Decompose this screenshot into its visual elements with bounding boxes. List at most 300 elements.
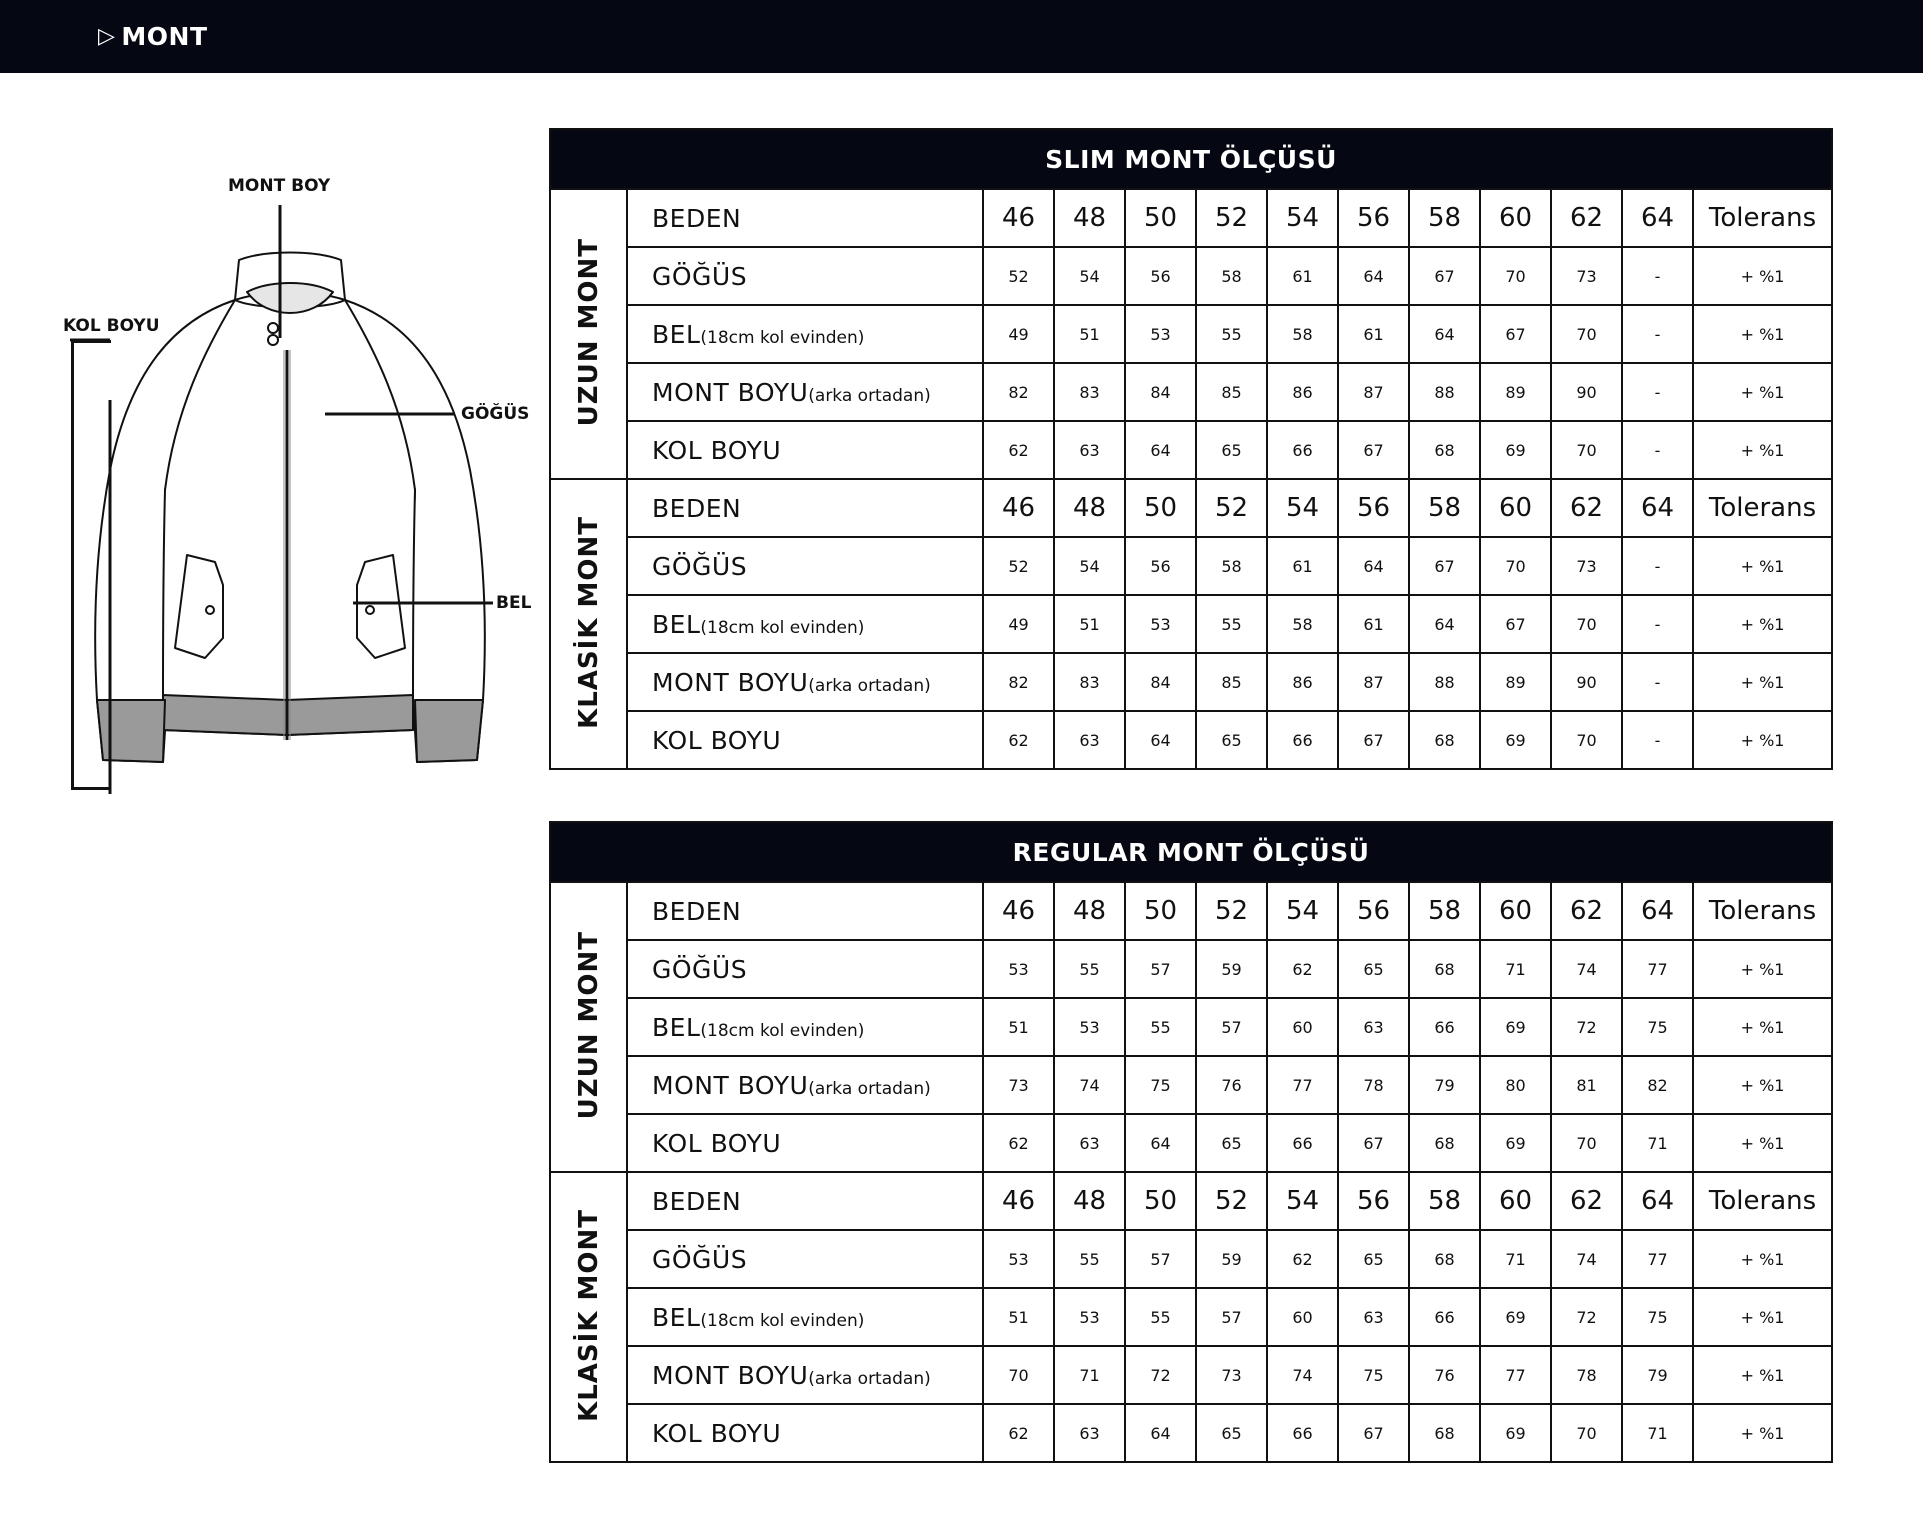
value-cell: 68 xyxy=(1409,1230,1480,1288)
size-cell: 52 xyxy=(1196,882,1267,940)
size-cell: 62 xyxy=(1551,189,1622,247)
size-cell: 50 xyxy=(1125,1172,1196,1230)
beden-label: BEDEN xyxy=(627,1172,983,1230)
value-cell: 69 xyxy=(1480,1288,1551,1346)
value-cell: 64 xyxy=(1409,595,1480,653)
value-cell: 60 xyxy=(1267,998,1338,1056)
measurement-label-cell xyxy=(627,1056,983,1114)
value-cell: 85 xyxy=(1196,363,1267,421)
value-cell: 57 xyxy=(1196,998,1267,1056)
value-cell: 63 xyxy=(1338,1288,1409,1346)
size-cell: 48 xyxy=(1054,479,1125,537)
value-cell: - xyxy=(1622,711,1693,769)
measurement-note: (arka ortadan) xyxy=(808,385,931,406)
triangle-right-icon: ▷ xyxy=(98,24,116,49)
measurement-note: (18cm kol evinden) xyxy=(700,1020,865,1041)
group-label: UZUN MONT xyxy=(573,930,604,1120)
tolerance-cell: + %1 xyxy=(1693,1288,1832,1346)
value-cell: 59 xyxy=(1196,940,1267,998)
tolerance-cell: + %1 xyxy=(1693,1056,1832,1114)
kol-boyu-bracket xyxy=(71,340,111,790)
label-mont-boy: MONT BOY xyxy=(228,176,331,196)
value-cell: 52 xyxy=(983,537,1054,595)
value-cell: 88 xyxy=(1409,363,1480,421)
group-label-cell xyxy=(550,882,627,1172)
beden-label: BEDEN xyxy=(627,479,983,537)
page-title: MONT xyxy=(121,22,208,51)
value-cell: 53 xyxy=(1125,595,1196,653)
size-cell: 62 xyxy=(1551,882,1622,940)
measurement-label: KOL BOYU xyxy=(652,435,782,465)
value-cell: 67 xyxy=(1480,305,1551,363)
group-label-cell xyxy=(550,189,627,479)
tolerance-cell: + %1 xyxy=(1693,1404,1832,1462)
measurement-label: GÖĞÜS xyxy=(652,954,748,984)
beden-label: BEDEN xyxy=(627,882,983,940)
group-label: KLASİK MONT xyxy=(573,515,604,729)
value-cell: 62 xyxy=(1267,1230,1338,1288)
tolerance-cell: + %1 xyxy=(1693,247,1832,305)
size-cell: 64 xyxy=(1622,882,1693,940)
value-cell: 62 xyxy=(983,421,1054,479)
tolerance-header: Tolerans xyxy=(1693,479,1832,537)
value-cell: 51 xyxy=(1054,595,1125,653)
measurement-label-cell xyxy=(627,305,983,363)
measurement-label-cell xyxy=(627,363,983,421)
value-cell: 51 xyxy=(983,998,1054,1056)
value-cell: - xyxy=(1622,653,1693,711)
value-cell: 67 xyxy=(1480,595,1551,653)
value-cell: 88 xyxy=(1409,653,1480,711)
value-cell: 87 xyxy=(1338,363,1409,421)
value-cell: 71 xyxy=(1622,1404,1693,1462)
value-cell: 49 xyxy=(983,595,1054,653)
value-cell: 63 xyxy=(1054,711,1125,769)
size-header-row xyxy=(550,479,1832,537)
measurement-row xyxy=(550,363,1832,421)
value-cell: 87 xyxy=(1338,653,1409,711)
value-cell: 52 xyxy=(983,247,1054,305)
value-cell: 83 xyxy=(1054,363,1125,421)
value-cell: 65 xyxy=(1196,1114,1267,1172)
measurement-label-cell xyxy=(627,1346,983,1404)
measurement-row xyxy=(550,1230,1832,1288)
value-cell: 53 xyxy=(1054,998,1125,1056)
value-cell: 76 xyxy=(1196,1056,1267,1114)
value-cell: 54 xyxy=(1054,537,1125,595)
measurement-row xyxy=(550,537,1832,595)
value-cell: 71 xyxy=(1480,1230,1551,1288)
measurement-label-cell xyxy=(627,595,983,653)
label-kol-boyu: KOL BOYU xyxy=(63,316,160,336)
size-header-row xyxy=(550,1172,1832,1230)
size-cell: 54 xyxy=(1267,479,1338,537)
measurement-label-cell xyxy=(627,1230,983,1288)
size-cell: 56 xyxy=(1338,882,1409,940)
value-cell: - xyxy=(1622,537,1693,595)
measurement-row xyxy=(550,421,1832,479)
size-cell: 62 xyxy=(1551,1172,1622,1230)
measurement-label: BEL xyxy=(652,319,701,349)
measurement-label-cell xyxy=(627,940,983,998)
value-cell: - xyxy=(1622,421,1693,479)
measurement-row xyxy=(550,305,1832,363)
value-cell: 64 xyxy=(1409,305,1480,363)
value-cell: 85 xyxy=(1196,653,1267,711)
jacket-illustration xyxy=(55,170,545,810)
measurement-label-cell xyxy=(627,537,983,595)
value-cell: 75 xyxy=(1338,1346,1409,1404)
size-cell: 52 xyxy=(1196,1172,1267,1230)
value-cell: 55 xyxy=(1054,1230,1125,1288)
value-cell: 65 xyxy=(1338,1230,1409,1288)
value-cell: 65 xyxy=(1196,711,1267,769)
value-cell: 64 xyxy=(1338,537,1409,595)
group-label-cell xyxy=(550,479,627,769)
size-cell: 48 xyxy=(1054,882,1125,940)
value-cell: - xyxy=(1622,305,1693,363)
size-cell: 56 xyxy=(1338,189,1409,247)
value-cell: 64 xyxy=(1125,1404,1196,1462)
value-cell: 84 xyxy=(1125,653,1196,711)
tolerance-cell: + %1 xyxy=(1693,421,1832,479)
value-cell: 64 xyxy=(1125,421,1196,479)
value-cell: 89 xyxy=(1480,363,1551,421)
value-cell: 63 xyxy=(1338,998,1409,1056)
measurement-row xyxy=(550,998,1832,1056)
size-cell: 54 xyxy=(1267,882,1338,940)
value-cell: 70 xyxy=(1480,537,1551,595)
regular-table-title: REGULAR MONT ÖLÇÜSÜ xyxy=(550,822,1832,882)
measurement-label: GÖĞÜS xyxy=(652,261,748,291)
value-cell: 75 xyxy=(1125,1056,1196,1114)
value-cell: 61 xyxy=(1267,247,1338,305)
measurement-row xyxy=(550,940,1832,998)
size-cell: 60 xyxy=(1480,479,1551,537)
value-cell: 63 xyxy=(1054,1404,1125,1462)
measurement-label-cell xyxy=(627,1288,983,1346)
value-cell: 82 xyxy=(983,653,1054,711)
value-cell: 60 xyxy=(1267,1288,1338,1346)
measurement-label: MONT BOYU xyxy=(652,667,809,697)
measurement-label-cell xyxy=(627,653,983,711)
value-cell: 77 xyxy=(1267,1056,1338,1114)
measurement-note: (18cm kol evinden) xyxy=(700,617,865,638)
measurement-row xyxy=(550,247,1832,305)
size-cell: 54 xyxy=(1267,1172,1338,1230)
value-cell: 57 xyxy=(1196,1288,1267,1346)
value-cell: 66 xyxy=(1267,421,1338,479)
measurement-row xyxy=(550,1288,1832,1346)
value-cell: 61 xyxy=(1338,305,1409,363)
value-cell: 67 xyxy=(1338,1114,1409,1172)
value-cell: 67 xyxy=(1338,711,1409,769)
tolerance-header: Tolerans xyxy=(1693,189,1832,247)
measurement-label-cell xyxy=(627,711,983,769)
measurement-label: BEL xyxy=(652,1012,701,1042)
value-cell: 54 xyxy=(1054,247,1125,305)
value-cell: 57 xyxy=(1125,1230,1196,1288)
size-cell: 48 xyxy=(1054,189,1125,247)
value-cell: 55 xyxy=(1196,595,1267,653)
value-cell: 61 xyxy=(1338,595,1409,653)
value-cell: 55 xyxy=(1054,940,1125,998)
size-cell: 54 xyxy=(1267,189,1338,247)
label-gogus: GÖĞÜS xyxy=(461,404,530,424)
value-cell: 70 xyxy=(1551,305,1622,363)
value-cell: 53 xyxy=(1054,1288,1125,1346)
tolerance-cell: + %1 xyxy=(1693,653,1832,711)
value-cell: 89 xyxy=(1480,653,1551,711)
value-cell: 70 xyxy=(1551,1114,1622,1172)
value-cell: 74 xyxy=(1054,1056,1125,1114)
measurement-label: MONT BOYU xyxy=(652,377,809,407)
value-cell: 66 xyxy=(1267,1114,1338,1172)
value-cell: 59 xyxy=(1196,1230,1267,1288)
size-cell: 46 xyxy=(983,189,1054,247)
value-cell: 82 xyxy=(1622,1056,1693,1114)
top-bar xyxy=(0,0,1923,73)
size-cell: 56 xyxy=(1338,1172,1409,1230)
tolerance-cell: + %1 xyxy=(1693,1230,1832,1288)
value-cell: 70 xyxy=(983,1346,1054,1404)
measurement-row xyxy=(550,1114,1832,1172)
measurement-note: (arka ortadan) xyxy=(808,675,931,696)
value-cell: 77 xyxy=(1622,940,1693,998)
size-cell: 46 xyxy=(983,1172,1054,1230)
value-cell: 55 xyxy=(1196,305,1267,363)
value-cell: - xyxy=(1622,363,1693,421)
value-cell: 67 xyxy=(1338,1404,1409,1462)
measurement-note: (18cm kol evinden) xyxy=(700,327,865,348)
measurement-row xyxy=(550,1346,1832,1404)
value-cell: 56 xyxy=(1125,537,1196,595)
measurement-label: BEL xyxy=(652,1302,701,1332)
value-cell: 58 xyxy=(1267,595,1338,653)
measurement-label-cell xyxy=(627,1114,983,1172)
value-cell: 73 xyxy=(983,1056,1054,1114)
tolerance-cell: + %1 xyxy=(1693,998,1832,1056)
measurement-note: (18cm kol evinden) xyxy=(700,1310,865,1331)
group-label-cell xyxy=(550,1172,627,1462)
value-cell: 70 xyxy=(1551,421,1622,479)
tolerance-cell: + %1 xyxy=(1693,537,1832,595)
value-cell: 53 xyxy=(1125,305,1196,363)
jacket-drawing xyxy=(55,170,545,810)
size-cell: 64 xyxy=(1622,1172,1693,1230)
value-cell: 68 xyxy=(1409,940,1480,998)
measurement-label: KOL BOYU xyxy=(652,1418,782,1448)
value-cell: - xyxy=(1622,595,1693,653)
value-cell: 67 xyxy=(1409,537,1480,595)
value-cell: 65 xyxy=(1338,940,1409,998)
size-cell: 64 xyxy=(1622,479,1693,537)
value-cell: 56 xyxy=(1125,247,1196,305)
size-header-row xyxy=(550,882,1832,940)
breadcrumb xyxy=(98,22,208,51)
value-cell: 49 xyxy=(983,305,1054,363)
value-cell: 66 xyxy=(1409,998,1480,1056)
size-cell: 52 xyxy=(1196,189,1267,247)
value-cell: 90 xyxy=(1551,363,1622,421)
value-cell: 53 xyxy=(983,940,1054,998)
value-cell: 68 xyxy=(1409,711,1480,769)
size-cell: 60 xyxy=(1480,1172,1551,1230)
tolerance-cell: + %1 xyxy=(1693,305,1832,363)
size-cell: 58 xyxy=(1409,1172,1480,1230)
value-cell: 58 xyxy=(1196,537,1267,595)
value-cell: 53 xyxy=(983,1230,1054,1288)
value-cell: 79 xyxy=(1622,1346,1693,1404)
measurement-label-cell xyxy=(627,1404,983,1462)
tolerance-cell: + %1 xyxy=(1693,711,1832,769)
size-cell: 64 xyxy=(1622,189,1693,247)
value-cell: 68 xyxy=(1409,421,1480,479)
value-cell: 66 xyxy=(1409,1288,1480,1346)
value-cell: 64 xyxy=(1338,247,1409,305)
tolerance-header: Tolerans xyxy=(1693,1172,1832,1230)
value-cell: 61 xyxy=(1267,537,1338,595)
value-cell: 70 xyxy=(1551,595,1622,653)
value-cell: 76 xyxy=(1409,1346,1480,1404)
value-cell: 86 xyxy=(1267,653,1338,711)
value-cell: 77 xyxy=(1480,1346,1551,1404)
measurement-label: MONT BOYU xyxy=(652,1070,809,1100)
measurement-row xyxy=(550,1056,1832,1114)
measurement-label: GÖĞÜS xyxy=(652,551,748,581)
measurement-row xyxy=(550,711,1832,769)
value-cell: 67 xyxy=(1338,421,1409,479)
size-cell: 50 xyxy=(1125,882,1196,940)
tolerance-cell: + %1 xyxy=(1693,940,1832,998)
measurement-label: KOL BOYU xyxy=(652,1128,782,1158)
value-cell: 69 xyxy=(1480,711,1551,769)
value-cell: 74 xyxy=(1551,1230,1622,1288)
value-cell: 62 xyxy=(983,1114,1054,1172)
value-cell: 75 xyxy=(1622,1288,1693,1346)
value-cell: 72 xyxy=(1551,1288,1622,1346)
size-cell: 62 xyxy=(1551,479,1622,537)
value-cell: 64 xyxy=(1125,1114,1196,1172)
size-cell: 58 xyxy=(1409,479,1480,537)
value-cell: 55 xyxy=(1125,998,1196,1056)
tolerance-cell: + %1 xyxy=(1693,595,1832,653)
size-cell: 48 xyxy=(1054,1172,1125,1230)
measurement-label-cell xyxy=(627,247,983,305)
value-cell: 79 xyxy=(1409,1056,1480,1114)
measurement-label-cell xyxy=(627,421,983,479)
value-cell: 68 xyxy=(1409,1404,1480,1462)
value-cell: 67 xyxy=(1409,247,1480,305)
measurement-label: KOL BOYU xyxy=(652,725,782,755)
beden-label: BEDEN xyxy=(627,189,983,247)
slim-table-title: SLIM MONT ÖLÇÜSÜ xyxy=(550,129,1832,189)
tolerance-header: Tolerans xyxy=(1693,882,1832,940)
regular-size-table xyxy=(549,821,1833,1463)
value-cell: 69 xyxy=(1480,421,1551,479)
measurement-label: MONT BOYU xyxy=(652,1360,809,1390)
measurement-label-cell xyxy=(627,998,983,1056)
value-cell: 69 xyxy=(1480,1114,1551,1172)
size-cell: 50 xyxy=(1125,479,1196,537)
value-cell: 70 xyxy=(1480,247,1551,305)
tolerance-cell: + %1 xyxy=(1693,363,1832,421)
value-cell: 81 xyxy=(1551,1056,1622,1114)
value-cell: 57 xyxy=(1125,940,1196,998)
value-cell: 73 xyxy=(1196,1346,1267,1404)
value-cell: 62 xyxy=(1267,940,1338,998)
size-cell: 58 xyxy=(1409,882,1480,940)
measurement-note: (arka ortadan) xyxy=(808,1078,931,1099)
label-bel: BEL xyxy=(496,593,532,613)
measurement-row xyxy=(550,595,1832,653)
slim-size-table xyxy=(549,128,1833,770)
group-label: UZUN MONT xyxy=(573,237,604,427)
value-cell: 62 xyxy=(983,1404,1054,1462)
value-cell: 71 xyxy=(1480,940,1551,998)
value-cell: 78 xyxy=(1338,1056,1409,1114)
measurement-row xyxy=(550,653,1832,711)
value-cell: 74 xyxy=(1551,940,1622,998)
value-cell: 84 xyxy=(1125,363,1196,421)
value-cell: 86 xyxy=(1267,363,1338,421)
value-cell: 73 xyxy=(1551,247,1622,305)
size-cell: 60 xyxy=(1480,189,1551,247)
value-cell: 73 xyxy=(1551,537,1622,595)
measurement-note: (arka ortadan) xyxy=(808,1368,931,1389)
measurement-label: BEL xyxy=(652,609,701,639)
size-header-row xyxy=(550,189,1832,247)
value-cell: 72 xyxy=(1125,1346,1196,1404)
size-cell: 58 xyxy=(1409,189,1480,247)
value-cell: 66 xyxy=(1267,711,1338,769)
value-cell: 51 xyxy=(1054,305,1125,363)
group-label: KLASİK MONT xyxy=(573,1208,604,1422)
value-cell: 83 xyxy=(1054,653,1125,711)
value-cell: 70 xyxy=(1551,711,1622,769)
value-cell: 78 xyxy=(1551,1346,1622,1404)
value-cell: 69 xyxy=(1480,998,1551,1056)
size-cell: 56 xyxy=(1338,479,1409,537)
measurement-label: GÖĞÜS xyxy=(652,1244,748,1274)
value-cell: 72 xyxy=(1551,998,1622,1056)
value-cell: 51 xyxy=(983,1288,1054,1346)
size-cell: 52 xyxy=(1196,479,1267,537)
size-cell: 60 xyxy=(1480,882,1551,940)
value-cell: 58 xyxy=(1196,247,1267,305)
value-cell: 64 xyxy=(1125,711,1196,769)
value-cell: 62 xyxy=(983,711,1054,769)
value-cell: 65 xyxy=(1196,421,1267,479)
tolerance-cell: + %1 xyxy=(1693,1346,1832,1404)
value-cell: 65 xyxy=(1196,1404,1267,1462)
value-cell: - xyxy=(1622,247,1693,305)
size-cell: 46 xyxy=(983,479,1054,537)
tolerance-cell: + %1 xyxy=(1693,1114,1832,1172)
measurement-row xyxy=(550,1404,1832,1462)
value-cell: 80 xyxy=(1480,1056,1551,1114)
value-cell: 69 xyxy=(1480,1404,1551,1462)
value-cell: 71 xyxy=(1622,1114,1693,1172)
value-cell: 55 xyxy=(1125,1288,1196,1346)
value-cell: 75 xyxy=(1622,998,1693,1056)
value-cell: 82 xyxy=(983,363,1054,421)
value-cell: 63 xyxy=(1054,421,1125,479)
value-cell: 90 xyxy=(1551,653,1622,711)
size-cell: 50 xyxy=(1125,189,1196,247)
size-cell: 46 xyxy=(983,882,1054,940)
value-cell: 63 xyxy=(1054,1114,1125,1172)
